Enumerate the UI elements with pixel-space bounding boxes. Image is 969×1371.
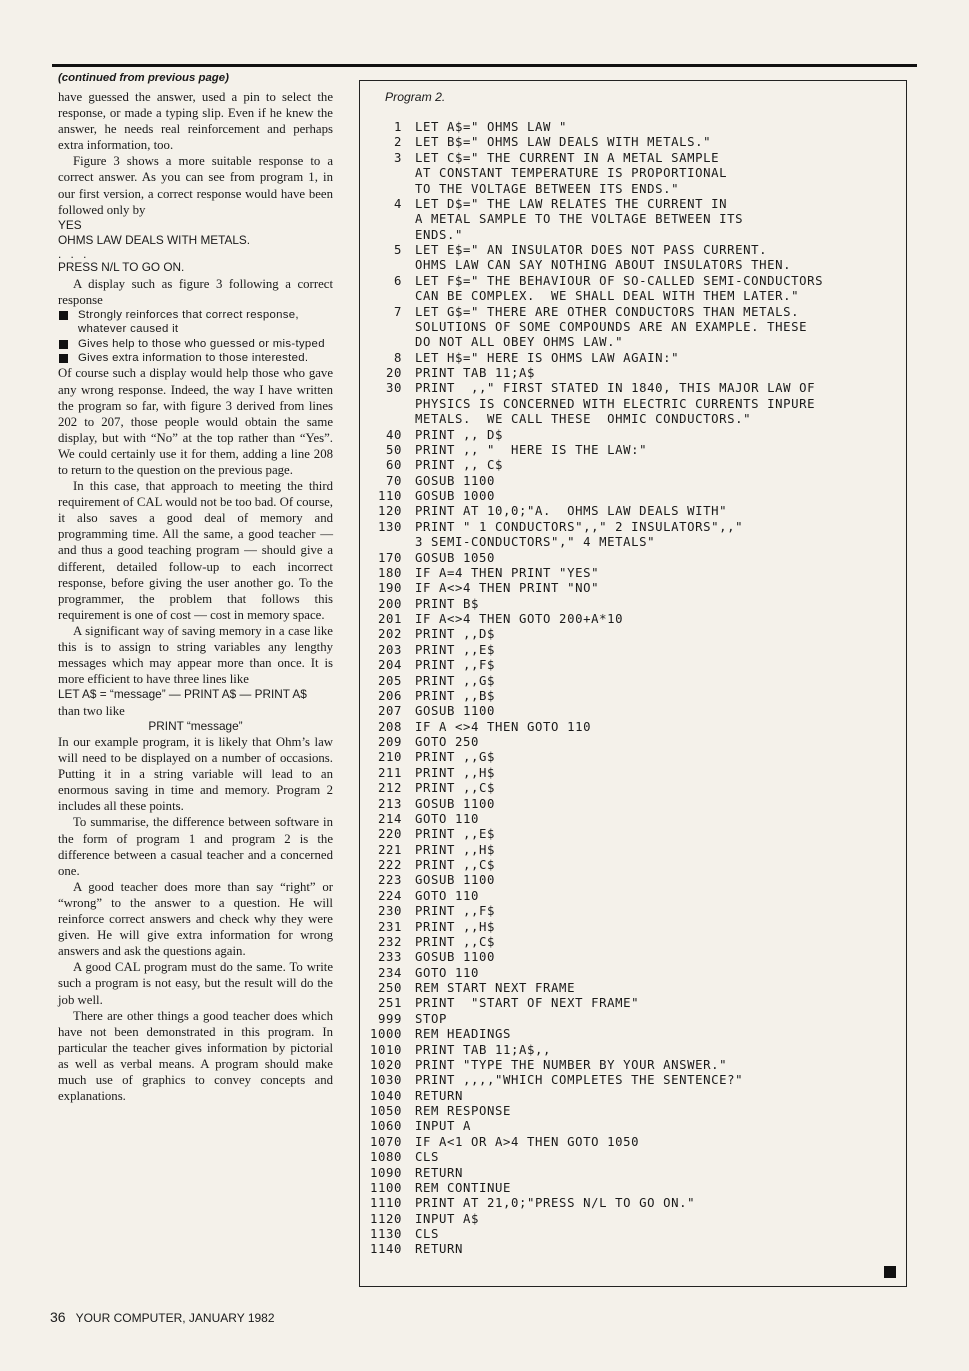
line-number: 200: [377, 596, 402, 611]
code-line: [360, 289, 906, 304]
code-line: [360, 966, 906, 981]
line-number: 70: [385, 473, 402, 488]
code-line: [360, 351, 906, 366]
code-text: GOSUB 1100: [415, 950, 496, 965]
code-text: GOSUB 1100: [415, 473, 496, 488]
paragraph: A display such as figure 3 following a correct response: [58, 276, 333, 307]
code-line: [360, 397, 906, 412]
code-text: SOLUTIONS OF SOME COMPOUNDS ARE AN EXAMPLE. THESE: [415, 319, 808, 334]
line-number: 250: [377, 981, 402, 995]
code-text: INPUT A$: [415, 1211, 480, 1226]
code-line: [360, 1227, 906, 1242]
code-text: REM START NEXT FRAME: [415, 981, 576, 995]
code-text: IF A<1 OR A>4 THEN GOTO 1050: [415, 1134, 640, 1149]
code-line: [360, 750, 906, 765]
code-line: [360, 381, 906, 396]
line-number: 1090: [369, 1165, 402, 1180]
code-line: [360, 950, 906, 965]
code-text: CLS: [415, 1150, 440, 1165]
line-number: 1130: [369, 1227, 402, 1241]
line-number: 20: [385, 366, 402, 380]
line-number: [360, 335, 402, 350]
paragraph: than two like: [58, 703, 125, 718]
line-number: [360, 228, 402, 243]
code-line: [360, 1150, 906, 1165]
code-text: A METAL SAMPLE TO THE VOLTAGE BETWEEN ITS: [415, 212, 744, 227]
code-text: LET C$=" THE CURRENT IN A METAL SAMPLE: [415, 150, 720, 165]
code-line: [360, 258, 906, 273]
top-rule: [52, 64, 917, 67]
code-line: [360, 274, 906, 289]
line-number: 222: [377, 858, 402, 872]
code-text: RETURN: [415, 1088, 464, 1103]
code-line: [360, 243, 906, 258]
line-number: 999: [377, 1011, 402, 1026]
code-text: CLS: [415, 1227, 440, 1241]
display-example-line: YES: [58, 217, 82, 232]
code-text: PRINT ,,G$: [415, 750, 496, 765]
code-text: REM HEADINGS: [415, 1027, 512, 1042]
line-number: 1000: [369, 1027, 402, 1042]
code-line: [360, 551, 906, 566]
line-number: 1110: [369, 1196, 402, 1211]
code-text: PRINT ,,H$: [415, 842, 496, 857]
code-text: LET G$=" THERE ARE OTHER CONDUCTORS THAN METALS.: [415, 304, 800, 319]
code-line: [360, 643, 906, 658]
code-line: [360, 1073, 906, 1088]
code-line: [360, 212, 906, 227]
code-line: [360, 627, 906, 642]
code-text: PRINT B$: [415, 596, 480, 611]
code-text: OHMS LAW CAN SAY NOTHING ABOUT INSULATORS THEN.: [415, 258, 792, 273]
line-number: 190: [377, 581, 402, 596]
code-text: STOP: [415, 1011, 448, 1026]
line-number: 213: [377, 796, 402, 811]
line-number: 1140: [369, 1242, 402, 1257]
code-text: INPUT A: [415, 1119, 472, 1134]
code-text: ENDS.": [415, 227, 464, 242]
code-line: [360, 120, 906, 135]
code-line: [360, 597, 906, 612]
bullet-list: [58, 308, 333, 366]
code-line: [360, 812, 906, 827]
line-number: 1010: [369, 1042, 402, 1057]
line-number: 1080: [369, 1150, 402, 1165]
line-number: 50: [385, 442, 402, 457]
code-text: 3 SEMI-CONDUCTORS"," 4 METALS": [415, 535, 656, 550]
line-number: 2: [393, 135, 402, 150]
code-text: REM CONTINUE: [415, 1180, 512, 1195]
article-text-column: [58, 69, 333, 1104]
code-line: [360, 520, 906, 535]
line-number: 6: [393, 273, 402, 288]
line-number: 60: [385, 458, 402, 473]
code-line: [360, 935, 906, 950]
code-line: [360, 720, 906, 735]
code-text: PRINT AT 21,0;"PRESS N/L TO GO ON.": [415, 1196, 696, 1211]
code-text: PRINT ,, C$: [415, 458, 504, 473]
display-example-dots: . . .: [58, 247, 90, 262]
paragraph: Figure 3 shows a more suitable response to a correct answer. As you can see from program 1, in our first version, a correct response would have been followed only by: [58, 154, 333, 217]
line-number: [360, 412, 402, 427]
code-line: [360, 443, 906, 458]
code-text: PRINT TAB 11;A$,,: [415, 1042, 552, 1057]
line-number: 210: [377, 750, 402, 765]
line-number: [360, 182, 402, 197]
code-text: METALS. WE CALL THESE OHMIC CONDUCTORS.": [415, 412, 752, 427]
code-line: [360, 904, 906, 919]
code-line: [360, 889, 906, 904]
code-line: [360, 474, 906, 489]
code-text: PRINT ,,F$: [415, 904, 496, 919]
paragraph: A good teacher does more than say “right” or “wrong” to the answer to a question. He will reinforce correct answers and check why they were given. He will give extra information for wrong answers and ask the questions again.: [58, 879, 333, 959]
line-number: 4: [393, 196, 402, 211]
line-number: 212: [377, 781, 402, 796]
line-number: 206: [377, 688, 402, 703]
code-line: [360, 428, 906, 443]
page-footer: [50, 1309, 275, 1325]
code-line: [360, 305, 906, 320]
line-number: 232: [377, 934, 402, 949]
code-listing: [360, 120, 906, 1258]
code-line: [360, 1119, 906, 1134]
code-line: [360, 781, 906, 796]
code-line: [360, 1089, 906, 1104]
code-line: [360, 182, 906, 197]
line-number: 180: [377, 565, 402, 580]
line-number: 120: [377, 504, 402, 519]
code-text: PRINT ,,D$: [415, 627, 496, 642]
line-number: 40: [385, 427, 402, 442]
code-line: [360, 735, 906, 750]
code-text: CAN BE COMPLEX. WE SHALL DEAL WITH THEM LATER.": [415, 289, 800, 304]
line-number: 3: [393, 150, 402, 165]
display-example-line: OHMS LAW DEALS WITH METALS.: [58, 233, 251, 248]
code-text: PRINT ,,C$: [415, 934, 496, 949]
code-text: PRINT ,,B$: [415, 688, 496, 703]
code-line: [360, 1058, 906, 1073]
code-text: PRINT ,, D$: [415, 427, 504, 442]
list-item: Gives help to those who guessed or mis-typed: [58, 337, 333, 351]
code-text: LET E$=" AN INSULATOR DOES NOT PASS CURRENT.: [415, 243, 768, 257]
line-number: 251: [377, 996, 402, 1011]
code-text: PRINT ,,F$: [415, 658, 496, 673]
code-line: [360, 366, 906, 381]
line-number: 205: [377, 673, 402, 688]
code-text: IF A <>4 THEN GOTO 110: [415, 719, 592, 734]
line-number: [360, 320, 402, 335]
code-line: [360, 674, 906, 689]
end-mark-icon: [884, 1266, 896, 1278]
paragraph: In our example program, it is likely that Ohm’s law will need to be displayed on a number of occasions. Putting it in a string variable will lead to an enormous saving in time and memory. Program 2 includes all these points.: [58, 735, 333, 814]
line-number: 207: [377, 704, 402, 719]
code-line: [360, 1196, 906, 1211]
code-line: [360, 858, 906, 873]
line-number: 1060: [369, 1119, 402, 1134]
code-text: PRINT "START OF NEXT FRAME": [415, 996, 640, 1011]
code-text: LET B$=" OHMS LAW DEALS WITH METALS.": [415, 135, 712, 150]
code-line: [360, 197, 906, 212]
paragraph: In this case, that approach to meeting the third requirement of CAL would not be too bad. Of course, it also saves a good deal of memory and programming time. All the same, a good teacher — and thus a good teaching program — should give a different, detailed follow-up to each incorrect response, before giving the user another go. To the programmer, the problem that follows this requirement is one of cost — cost in memory space.: [58, 479, 333, 622]
code-text: PRINT AT 10,0;"A. OHMS LAW DEALS WITH": [415, 504, 728, 519]
line-number: 1120: [369, 1211, 402, 1226]
line-number: 8: [393, 350, 402, 365]
paragraph: There are other things a good teacher does which have not been demonstrated in this program. In particular the teacher gives information by pictorial as well as verbal means. A program should make much use of graphics to convey concepts and explanations.: [58, 1008, 333, 1104]
line-number: [360, 397, 402, 412]
line-number: 1050: [369, 1104, 402, 1118]
code-line: [360, 166, 906, 181]
code-line: [360, 581, 906, 596]
code-text: LET H$=" HERE IS OHMS LAW AGAIN:": [415, 350, 680, 365]
line-number: 1: [393, 120, 402, 134]
line-number: 233: [377, 950, 402, 965]
paragraph: A good CAL program must do the same. To write such a program is not easy, but the result will do the job well.: [58, 960, 333, 1007]
line-number: 202: [377, 627, 402, 642]
code-line: [360, 1181, 906, 1196]
code-text: PRINT " 1 CONDUCTORS",," 2 INSULATORS",,": [415, 519, 744, 534]
code-line: [360, 458, 906, 473]
code-line: [360, 920, 906, 935]
code-text: IF A=4 THEN PRINT "YES": [415, 565, 600, 580]
line-number: 170: [377, 550, 402, 565]
code-text: LET F$=" THE BEHAVIOUR OF SO-CALLED SEMI-CONDUCTORS: [415, 273, 824, 288]
code-line: [360, 504, 906, 519]
code-line: [360, 1166, 906, 1181]
code-text: GOSUB 1100: [415, 796, 496, 811]
line-number: [360, 289, 402, 304]
code-line: [360, 689, 906, 704]
line-number: 211: [377, 765, 402, 780]
code-line: [360, 1212, 906, 1227]
code-line: [360, 412, 906, 427]
page-number: 36: [50, 1309, 66, 1325]
code-text: GOTO 110: [415, 965, 480, 980]
line-number: 221: [377, 842, 402, 857]
code-text: PRINT ,, " HERE IS THE LAW:": [415, 442, 648, 457]
code-line: [360, 535, 906, 550]
code-text: LET D$=" THE LAW RELATES THE CURRENT IN: [415, 196, 728, 211]
code-line: [360, 1012, 906, 1027]
line-number: 230: [377, 904, 402, 919]
code-text: PHYSICS IS CONCERNED WITH ELECTRIC CURRENTS INPURE: [415, 396, 816, 411]
code-text: GOSUB 1100: [415, 704, 496, 719]
line-number: 1070: [369, 1134, 402, 1149]
code-text: PRINT TAB 11;A$: [415, 366, 536, 380]
line-number: 223: [377, 873, 402, 888]
code-line: [360, 1043, 906, 1058]
code-text: TO THE VOLTAGE BETWEEN ITS ENDS.": [415, 181, 680, 196]
line-number: [360, 258, 402, 273]
code-line: [360, 151, 906, 166]
code-text: GOTO 250: [415, 735, 480, 749]
code-text: GOTO 110: [415, 811, 480, 826]
line-number: 231: [377, 919, 402, 934]
code-line: [360, 489, 906, 504]
publication-line: YOUR COMPUTER, JANUARY 1982: [75, 1311, 275, 1325]
code-text: LET A$=" OHMS LAW ": [415, 120, 568, 134]
code-text: RETURN: [415, 1165, 464, 1180]
code-line: [360, 704, 906, 719]
code-line: [360, 797, 906, 812]
code-text: PRINT ,," FIRST STATED IN 1840, THIS MAJOR LAW OF: [415, 381, 816, 396]
code-text: IF A<>4 THEN GOTO 200+A*10: [415, 612, 624, 626]
program-listing-box: [359, 80, 907, 1287]
code-line: [360, 612, 906, 627]
code-line: [360, 135, 906, 150]
code-line: [360, 873, 906, 888]
code-line: [360, 996, 906, 1011]
code-line: [360, 1242, 906, 1257]
code-text: GOSUB 1100: [415, 873, 496, 888]
square-bullet-icon: [59, 340, 68, 349]
display-example-line: PRESS N/L TO GO ON.: [58, 260, 185, 275]
line-number: 203: [377, 642, 402, 657]
code-text: PRINT ,,H$: [415, 765, 496, 780]
code-text: PRINT ,,,,"WHICH COMPLETES THE SENTENCE?": [415, 1073, 744, 1088]
line-number: 209: [377, 735, 402, 749]
code-line: [360, 766, 906, 781]
code-example: LET A$ = “message” — PRINT A$ — PRINT A$: [58, 687, 307, 702]
code-text: AT CONSTANT TEMPERATURE IS PROPORTIONAL: [415, 166, 728, 181]
code-text: GOSUB 1000: [415, 489, 496, 503]
line-number: 201: [377, 612, 402, 626]
program-title: Program 2.: [385, 90, 446, 104]
paragraph: have guessed the answer, used a pin to select the response, or made a typing slip. Even if he knew the answer, he needs real reinforcement and perhaps extra information, too.: [58, 90, 333, 153]
code-text: GOSUB 1050: [415, 550, 496, 565]
line-number: 204: [377, 658, 402, 673]
line-number: 234: [377, 965, 402, 980]
list-item: Gives extra information to those interested.: [58, 351, 333, 365]
code-text: PRINT "TYPE THE NUMBER BY YOUR ANSWER.": [415, 1057, 728, 1072]
paragraph: A significant way of saving memory in a case like this is to assign to string variables any lengthy messages which may appear more than once. It is more efficient to have three lines like: [58, 623, 333, 687]
list-item: Strongly reinforces that correct response, whatever caused it: [58, 308, 333, 337]
line-number: 130: [377, 519, 402, 534]
code-line: [360, 1135, 906, 1150]
line-number: [360, 166, 402, 181]
continued-note: (continued from previous page): [58, 72, 229, 84]
paragraph: To summarise, the difference between software in the form of program 1 and program 2 is the difference between a casual teacher and a concerned one.: [58, 815, 333, 878]
code-text: PRINT ,,E$: [415, 642, 496, 657]
line-number: 30: [385, 381, 402, 396]
code-line: [360, 566, 906, 581]
square-bullet-icon: [59, 354, 68, 363]
code-line: [360, 1027, 906, 1042]
code-line: [360, 320, 906, 335]
code-text: PRINT ,,H$: [415, 919, 496, 934]
code-text: PRINT ,,C$: [415, 858, 496, 872]
line-number: 208: [377, 719, 402, 734]
line-number: 214: [377, 811, 402, 826]
code-line: [360, 658, 906, 673]
line-number: 1020: [369, 1057, 402, 1072]
code-line: [360, 843, 906, 858]
line-number: 110: [377, 489, 402, 503]
paragraph: Of course such a display would help those who gave any wrong response. Indeed, the way I have written the program so far, with figure 3 derived from lines 202 to 207, those people would obtain the same display, but with “No” at the top rather than “Yes”. We could certainly use it for them, adding a line 208 to return to the question on the previous page.: [58, 366, 333, 478]
code-text: DO NOT ALL OBEY OHMS LAW.": [415, 335, 624, 350]
code-line: [360, 827, 906, 842]
code-text: GOTO 110: [415, 888, 480, 903]
code-text: REM RESPONSE: [415, 1104, 512, 1118]
code-example: PRINT “message”: [148, 718, 243, 733]
code-text: IF A<>4 THEN PRINT "NO": [415, 581, 600, 596]
code-line: [360, 981, 906, 996]
code-text: PRINT ,,G$: [415, 673, 496, 688]
code-text: PRINT ,,E$: [415, 827, 496, 842]
line-number: 1030: [369, 1073, 402, 1088]
line-number: 7: [393, 304, 402, 319]
code-line: [360, 1104, 906, 1119]
square-bullet-icon: [59, 311, 68, 320]
code-text: RETURN: [415, 1242, 464, 1257]
code-line: [360, 228, 906, 243]
code-line: [360, 335, 906, 350]
line-number: [360, 535, 402, 550]
code-text: PRINT ,,C$: [415, 781, 496, 796]
line-number: 1040: [369, 1088, 402, 1103]
line-number: 220: [377, 827, 402, 842]
line-number: 224: [377, 888, 402, 903]
line-number: 5: [393, 243, 402, 257]
line-number: 1100: [369, 1180, 402, 1195]
line-number: [360, 212, 402, 227]
